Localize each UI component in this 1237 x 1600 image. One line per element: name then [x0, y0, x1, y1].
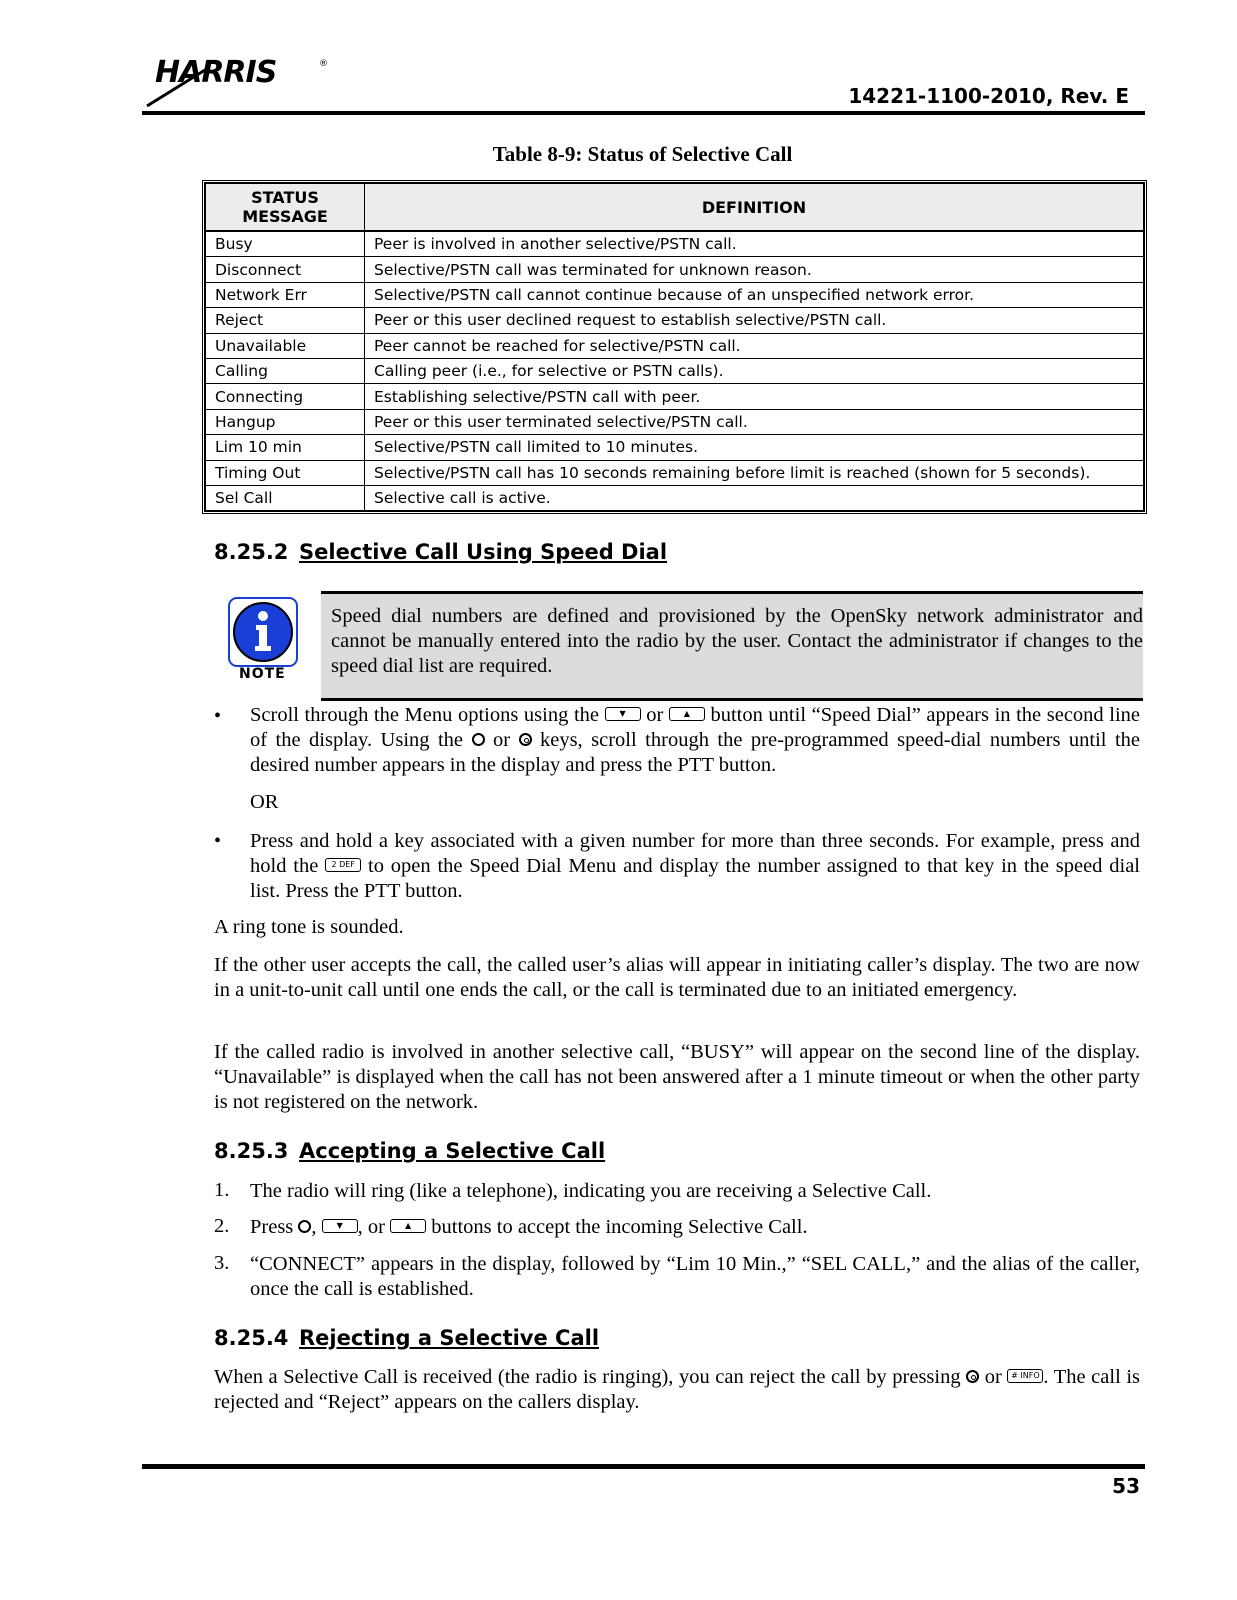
table-row — [206, 231, 1144, 257]
definition-cell: Peer or this user declined request to establish selective/PSTN call. — [365, 308, 1144, 333]
status-message-cell: Timing Out — [206, 460, 365, 485]
step-1-text: The radio will ring (like a telephone), indicating you are receiving a Selective Call. — [250, 1180, 932, 1202]
step-3-text: “CONNECT” appears in the display, followed by “Lim 10 Min.,” “SEL CALL,” and the alias of the caller, once the call is established. — [250, 1253, 1140, 1300]
definition-cell: Peer is involved in another selective/PSTN call. — [365, 231, 1144, 257]
key-hash-info-icon: # INFO — [1007, 1369, 1043, 1383]
ring-tone-text: A ring tone is sounded. — [214, 916, 404, 938]
header-divider — [142, 111, 1145, 115]
definition-cell: Selective/PSTN call cannot continue because of an unspecified network error. — [365, 282, 1144, 307]
step-number: 3. — [214, 1252, 230, 1274]
section-heading-8253: 8.25.3 Accepting a Selective Call — [214, 1139, 606, 1163]
step-number: 1. — [214, 1179, 230, 1201]
status-message-cell: Reject — [206, 308, 365, 333]
status-message-cell: Busy — [206, 231, 365, 257]
up-arrow-key-icon: ▲ — [669, 707, 705, 721]
page-number: 53 — [1112, 1474, 1140, 1498]
table-row — [206, 384, 1144, 409]
bullet-paragraph-press-hold: Press and hold a key associated with a given number for more than three seconds. For example, press and hold the 2 DEF to open the Speed Dial Menu and display the number assigned to that key in the speed dial list. Press the PTT button. — [250, 830, 1141, 902]
table-header-row — [206, 184, 1144, 232]
status-message-cell: Network Err — [206, 282, 365, 307]
logo-wordmark: HARRIS — [155, 55, 277, 90]
definition-cell: Selective/PSTN call limited to 10 minutes. — [365, 435, 1144, 460]
bullet-paragraph-scroll: Scroll through the Menu options using the ▼ or ▲ button until “Speed Dial” appears in the second line of the display. Using the or keys, scroll through the pre-programmed speed-dial numbers until the desired number appears in the display and press the PTT button. — [250, 704, 1141, 776]
step-2-text: Press , ▼ , or ▲ buttons to accept the incoming Selective Call. — [250, 1216, 808, 1238]
circle-key-icon — [472, 733, 485, 746]
circle-dot-key-icon — [519, 733, 532, 746]
down-arrow-key-icon: ▼ — [605, 707, 641, 721]
paragraph-busy: If the called radio is involved in another selective call, “BUSY” will appear on the second line of the display. “Unavailable” is displayed when the call has not been answered after a 1 minute timeout or when the other party is not registered on the network. — [214, 1041, 1140, 1113]
definition-cell: Peer or this user terminated selective/PSTN call. — [365, 409, 1144, 434]
reject-paragraph: When a Selective Call is received (the radio is ringing), you can reject the call by pressing or # INFO . The call is rejected and “Reject” appears on the callers display. — [214, 1366, 1141, 1413]
status-message-cell: Calling — [206, 358, 365, 383]
table-row — [206, 333, 1144, 358]
status-message-cell: Sel Call — [206, 485, 365, 510]
definition-cell: Selective/PSTN call was terminated for unknown reason. — [365, 257, 1144, 282]
bullet-marker: • — [214, 830, 222, 852]
table-row — [206, 409, 1144, 434]
note-label: NOTE — [239, 666, 286, 682]
bullet-marker: • — [214, 705, 222, 727]
document-number: 14221-1100-2010, Rev. E — [848, 84, 1129, 108]
table-body — [206, 231, 1144, 511]
definition-cell: Selective/PSTN call has 10 seconds remaining before limit is reached (shown for 5 seconds). — [365, 460, 1144, 485]
info-note-icon — [228, 597, 298, 667]
table-row — [206, 460, 1144, 485]
key-2-def-icon: 2 DEF — [325, 858, 361, 872]
or-separator: OR — [250, 791, 279, 813]
footer-divider — [142, 1464, 1145, 1469]
definition-cell: Establishing selective/PSTN call with peer. — [365, 384, 1144, 409]
section-heading-8254: 8.25.4 Rejecting a Selective Call — [214, 1326, 600, 1350]
status-table-frame — [202, 180, 1147, 514]
definition-cell: Selective call is active. — [365, 485, 1144, 510]
definition-cell: Calling peer (i.e., for selective or PSTN calls). — [365, 358, 1144, 383]
down-arrow-key-icon: ▼ — [322, 1219, 358, 1233]
column-header-definition: DEFINITION — [365, 184, 1144, 232]
status-table — [205, 183, 1144, 511]
status-message-cell: Disconnect — [206, 257, 365, 282]
column-header-status: STATUS MESSAGE — [206, 184, 365, 232]
svg-text:®: ® — [319, 59, 328, 69]
table-caption: Table 8-9: Status of Selective Call — [492, 142, 793, 166]
harris-logo — [145, 52, 330, 108]
table-row — [206, 485, 1144, 510]
status-message-cell: Unavailable — [206, 333, 365, 358]
paragraph-accept: If the other user accepts the call, the called user’s alias will appear in initiating caller’s display. The two are now in a unit-to-unit call until one ends the call, or the call is terminated due to an initiated emergency. — [214, 954, 1140, 1001]
status-message-cell: Connecting — [206, 384, 365, 409]
up-arrow-key-icon: ▲ — [390, 1219, 426, 1233]
table-row — [206, 435, 1144, 460]
step-number: 2. — [214, 1215, 230, 1237]
status-message-cell: Lim 10 min — [206, 435, 365, 460]
circle-key-icon — [298, 1220, 311, 1233]
table-row — [206, 282, 1144, 307]
note-callout: Speed dial numbers are defined and provisioned by the OpenSky network administrator and cannot be manually entered into the radio by the user. Contact the administrator if changes to the speed dial list are required. — [321, 591, 1143, 701]
definition-cell: Peer cannot be reached for selective/PSTN call. — [365, 333, 1144, 358]
table-row — [206, 308, 1144, 333]
section-heading-8252: 8.25.2 Selective Call Using Speed Dial — [214, 540, 668, 564]
table-row — [206, 257, 1144, 282]
table-row — [206, 358, 1144, 383]
circle-dot-key-icon — [966, 1370, 979, 1383]
status-message-cell: Hangup — [206, 409, 365, 434]
